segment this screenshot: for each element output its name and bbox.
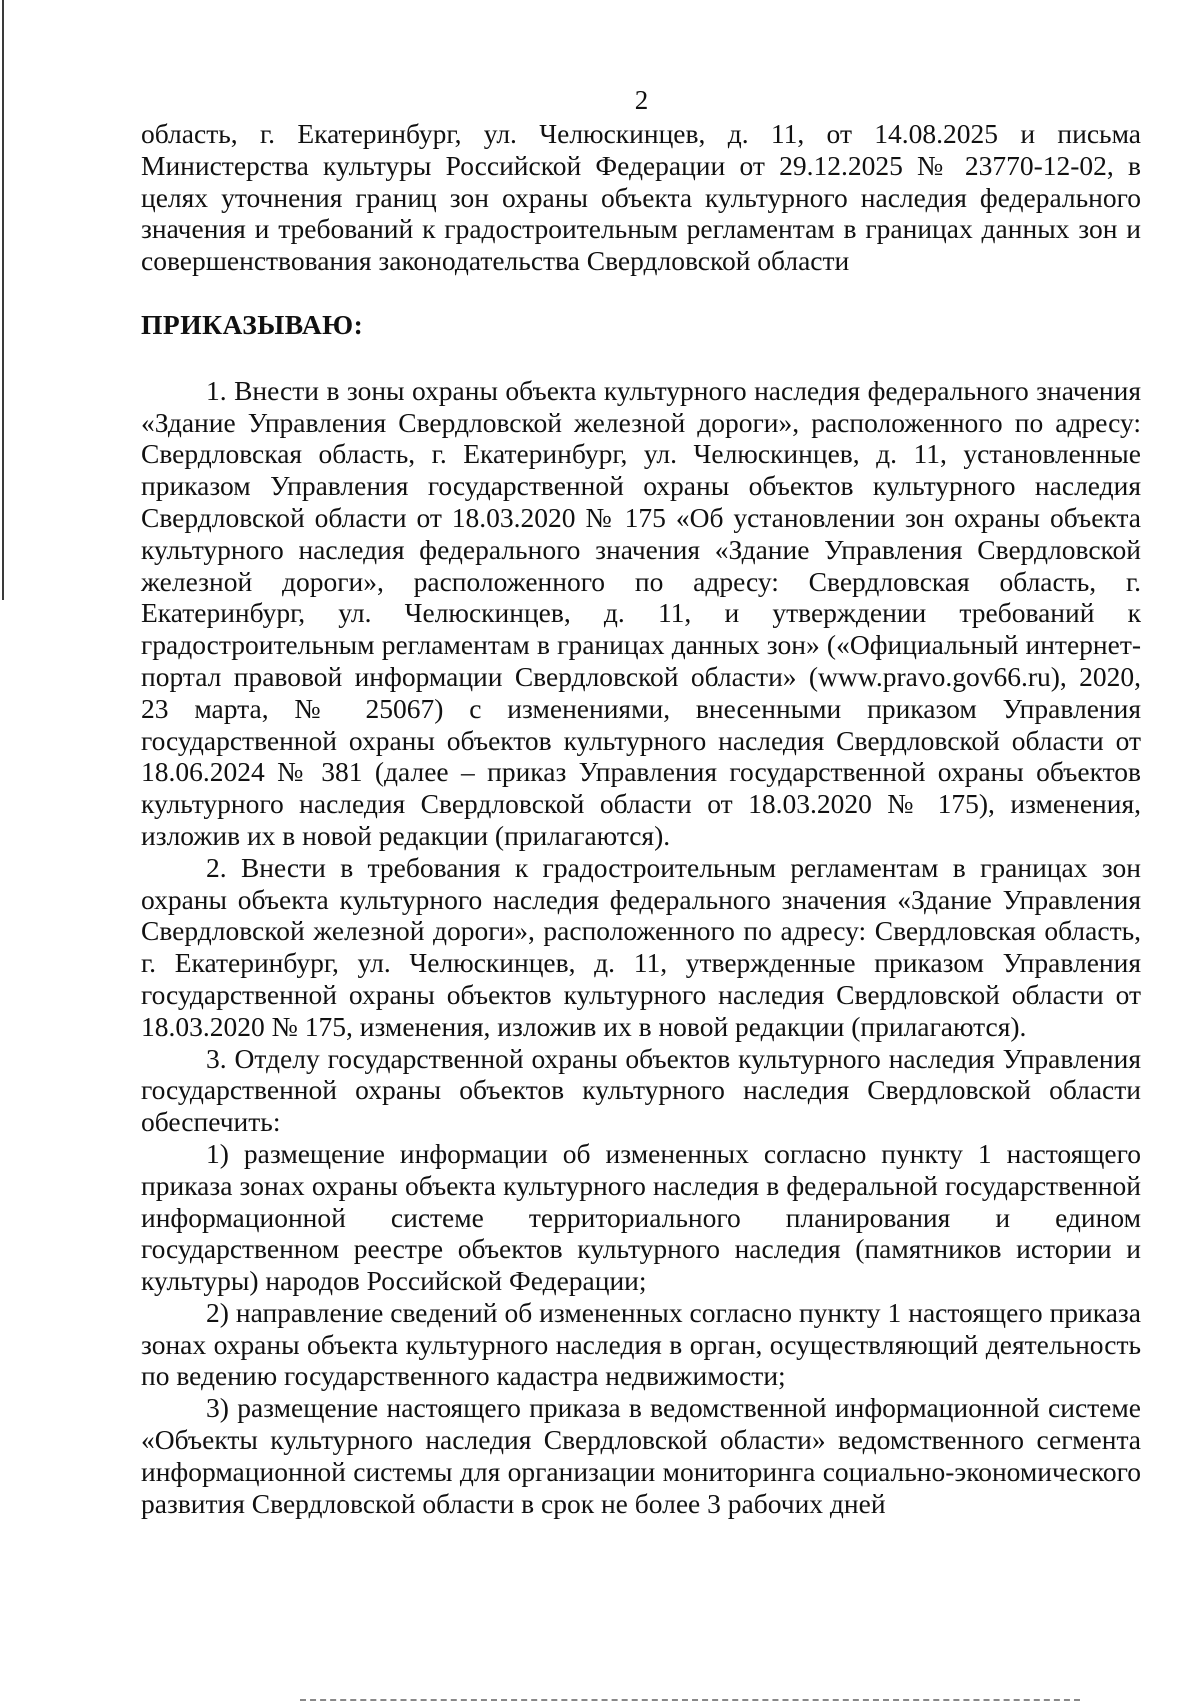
paragraph-item-1: 1. Внести в зоны охраны объекта культурного наследия федерального значения «Здание Управления Свердловской железной дороги», расположенного по адресу: Свердловская область, г. Екатеринбург, ул. Челюскинцев, д. 11, установленные приказом Управления государственной охраны объектов культурного наследия Свердловской области от 18.03.2020 № 175 «Об установлении зон охраны объекта культурного наследия федерального значения «Здание Управления Свердловской железной дороги», расположенного по адресу: Свердловская область, г. Екатеринбург, ул. Челюскинцев, д. 11, и утверждении требований к градостроительным регламентам в границах данных зон» («Официальный интернет-портал правовой информации Свердловской области» (www.pravo.gov66.ru), 2020, 23 марта, № 25067) с изменениями, внесенными приказом Управления государственной охраны объектов культурного наследия Свердловской области от 18.06.2024 № 381 (далее – приказ Управления государственной охраны объектов культурного наследия Свердловской области от 18.03.2020 № 175), изменения, изложив их в новой редакции (прилагаются). xyxy=(141,374,1141,851)
intro-paragraph: область, г. Екатеринбург, ул. Челюскинцев, д. 11, от 14.08.2025 и письма Министерства культуры Российской Федерации от 29.12.2025 № 23770-12-02, в целях уточнения границ зон охраны объекта культурного наследия федерального значения и требований к градостроительным регламентам в границах данных зон и совершенствования законодательства Свердловской области xyxy=(141,118,1141,277)
order-heading: ПРИКАЗЫВАЮ: xyxy=(141,308,364,340)
paragraph-item-3: 3. Отделу государственной охраны объектов культурного наследия Управления государственной охраны объектов культурного наследия Свердловской области обеспечить: xyxy=(141,1042,1141,1138)
subparagraph-item-3: 3) размещение настоящего приказа в ведомственной информационной системе «Объекты культурного наследия Свердловской области» ведомственного сегмента информационной системы для организации мониторинга социально-экономического развития Свердловской области в срок не более 3 рабочих дней xyxy=(141,1392,1141,1519)
subparagraph-item-2: 2) направление сведений об измененных согласно пункту 1 настоящего приказа зонах охраны объекта культурного наследия в орган, осуществляющий деятельность по ведению государственного кадастра недвижимости; xyxy=(141,1296,1141,1392)
page-number: 2 xyxy=(634,85,649,115)
document-body xyxy=(141,118,1141,1519)
scan-bottom-edge xyxy=(300,1699,1080,1704)
subparagraph-item-1: 1) размещение информации об измененных согласно пункту 1 настоящего приказа зонах охраны объекта культурного наследия в федеральной государственной информационной системе территориального планирования и едином государственном реестре объектов культурного наследия (памятников истории и культуры) народов Российской Федерации; xyxy=(141,1137,1141,1297)
paragraph-item-2: 2. Внести в требования к градостроительным регламентам в границах зон охраны объекта культурного наследия федерального значения «Здание Управления Свердловской железной дороги», расположенного по адресу: Свердловская область, г. Екатеринбург, ул. Челюскинцев, д. 11, утвержденные приказом Управления государственной охраны объектов культурного наследия Свердловской области от 18.03.2020 № 175, изменения, изложив их в новой редакции (прилагаются). xyxy=(141,851,1141,1042)
